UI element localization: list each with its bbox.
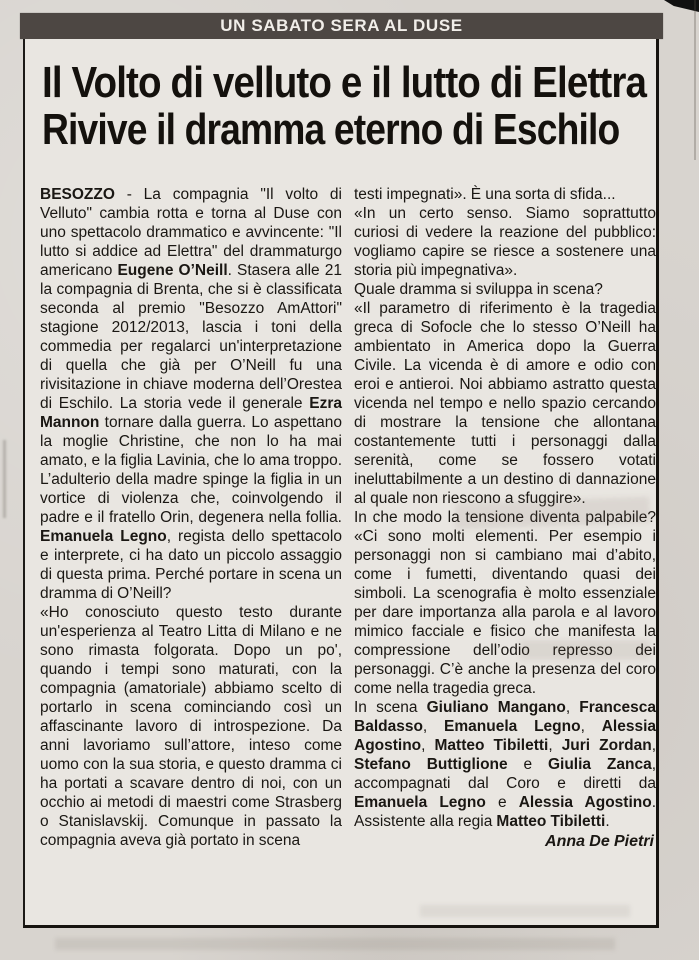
- headline-line-2: Rivive il dramma eterno di Eschilo: [42, 105, 620, 154]
- text-segment: tornare dalla guerra. Lo aspettano la moglie Christine, che non lo ha mai amato, e la figlia Lavinia, che lo ama troppo. L’adulterio della madre spinge la figlia in un vortice di violenza che, coinvolgendo il padre e il fratello Orin, degenera nella follia.: [40, 414, 342, 526]
- margin-scan-artifact: [3, 440, 6, 518]
- text-segment: .: [605, 813, 610, 830]
- bold-text-segment: Stefano Buttiglione: [354, 756, 508, 773]
- text-segment: , regista dello spettacolo e interprete, ci ha dato un piccolo assaggio di questa prima. Perché portare in scena un dramma di O’Neill?: [40, 528, 342, 602]
- kicker-text: UN SABATO SERA AL DUSE: [220, 16, 463, 35]
- text-segment: ,: [580, 718, 602, 735]
- bold-text-segment: Giulia Zanca: [547, 756, 652, 773]
- bold-text-segment: Giuliano Mangano: [426, 699, 566, 716]
- bold-text-segment: Emanuela Legno: [444, 718, 581, 735]
- paragraph: [40, 185, 342, 603]
- text-segment: ,: [422, 718, 445, 735]
- article-column-1: [40, 185, 342, 851]
- paragraph: [40, 603, 342, 850]
- bold-text-segment: Eugene O’Neill: [117, 262, 228, 279]
- bold-text-segment: Alessia Agostino: [354, 718, 656, 754]
- paragraph: [354, 698, 656, 831]
- text-segment: «Ho conosciuto questo testo durante un'esperienza al Teatro Litta di Milano e ne sono rimasta folgorata. Dopo un po', quando i tempi sono maturati, con la compagnia (amatoriale) abbiamo scelto di portarlo in scena cominciando così un affascinante lavoro di introspezione. Da anni lavoriamo sull’attore, inteso come uomo con la sua storia, e questo dramma ci ha portati a scavare dentro di noi, con un occhio ai metodi di maestri come Strasberg o Stanislavskij. Comunque in passato la compagnia aveva già portato in scena: [40, 604, 342, 849]
- print-showthrough-smudge: [420, 905, 630, 917]
- paragraph: [354, 280, 656, 299]
- bold-text-segment: Juri Zordan: [561, 737, 652, 754]
- bold-text-segment: Emanuela Legno: [354, 794, 486, 811]
- print-showthrough-smudge: [55, 938, 615, 950]
- bold-text-segment: Matteo Tibiletti: [434, 737, 549, 754]
- bold-text-segment: Emanuela Legno: [40, 528, 167, 545]
- byline: Anna De Pietri: [545, 833, 654, 850]
- text-segment: e: [485, 794, 519, 811]
- text-segment: ,: [421, 737, 435, 754]
- text-segment: «In un certo senso. Siamo soprattutto curiosi di vedere la reazione del pubblico: vogliamo capire se riesce a sostenere una storia più impegnativa».: [354, 205, 656, 279]
- text-segment: , accompagnati dal Coro e diretti da: [354, 756, 656, 792]
- bold-text-segment: BESOZZO: [40, 186, 115, 203]
- text-segment: ,: [651, 737, 656, 754]
- print-showthrough-smudge: [520, 640, 650, 660]
- text-segment: - La compagnia "Il volto di Velluto" cambia rotta e torna al Duse con uno spettacolo drammatico e avvincente: "Il lutto si addice ad Elettra" del drammaturgo americano: [40, 186, 342, 279]
- headline: [42, 59, 656, 153]
- text-segment: testi impegnati». È una sorta di sfida...: [354, 186, 616, 203]
- bold-text-segment: Alessia Agostino: [518, 794, 652, 811]
- text-segment: e: [507, 756, 548, 773]
- text-segment: . Stasera alle 21 la compagnia di Brenta, che si è classificata seconda al premio "Besozzo AmAttori" stagione 2012/2013, lascia i toni della commedia per regalarci un'interpretazione di quella che già per O’Neill fu una rivisitazione in chiave moderna dell’Orestea di Eschilo. La storia vede il generale: [40, 262, 342, 412]
- text-segment: «Il parametro di riferimento è la tragedia greca di Sofocle che lo stesso O’Neill ha ambientato in America dopo la Guerra Civile. La vicenda è di amore e odio con eroi e antieroi. Noi abbiamo astratto questa vicenda nel tempo e nello spazio cercando di mostrare la tensione che allontana costantemente tutti i personaggi dalla serenità, come se fossero votati ineluttabilmente a un destino di dannazione al quale non riescono a sfuggire».: [354, 300, 656, 507]
- paragraph: [354, 185, 656, 204]
- text-segment: . Assistente alla regia: [354, 794, 656, 830]
- text-segment: In che modo la tensione diventa palpabile? «Ci sono molti elementi. Per esempio i personaggi non si cambiano mai d’abito, come i fumetti, diventando quasi dei simboli. La scenografia è molto essenziale per dare importanza alla parola e al lavoro mimico facciale e fisico che manifesta la compressione dell’odio represso dei personaggi. C’è anche la presenza del coro come nella tragedia greca.: [354, 509, 656, 697]
- paragraph: [354, 299, 656, 508]
- kicker-banner: [20, 13, 663, 39]
- text-segment: ,: [565, 699, 580, 716]
- text-segment: ,: [548, 737, 562, 754]
- bold-text-segment: Francesca Baldasso: [354, 699, 656, 735]
- text-segment: In scena: [354, 699, 427, 716]
- paragraph: [354, 204, 656, 280]
- bold-text-segment: Matteo Tibiletti: [496, 813, 606, 830]
- article-box: [23, 39, 659, 928]
- page-column-rule-fragment: [694, 0, 696, 160]
- text-segment: Quale dramma si sviluppa in scena?: [354, 281, 603, 298]
- bold-text-segment: Ezra Mannon: [40, 395, 342, 431]
- paragraph: [354, 508, 656, 698]
- headline-line-1: Il Volto di velluto e il lutto di Elettra: [42, 58, 647, 107]
